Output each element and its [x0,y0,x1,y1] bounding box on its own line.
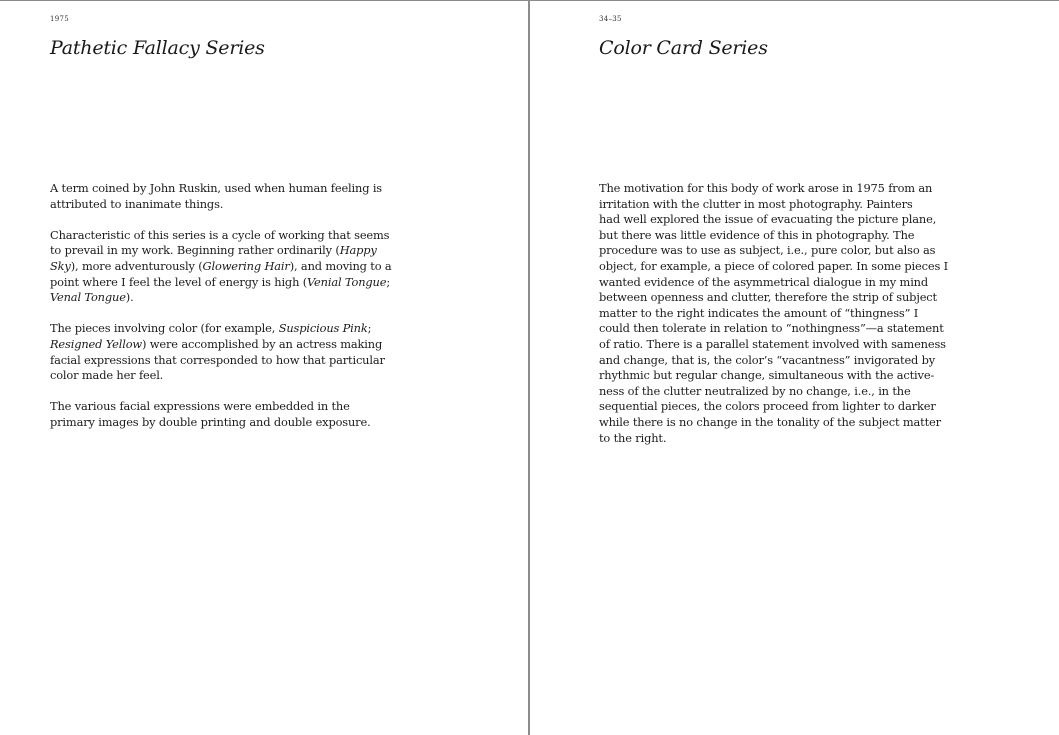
text-run: matter to the right indicates the amount of “thingness” I [599,305,919,320]
paragraph [50,399,372,430]
text-line [50,336,383,353]
text-run: facial expressions that corresponded to how that particular [50,352,385,367]
text-line [599,368,935,384]
text-line [599,197,921,213]
right-folio: 34–35 [599,15,622,23]
italic-title-run: Happy [339,243,377,258]
text-run: A term coined by John Ruskin, used when human feeling is [50,181,383,195]
text-run: but there was little evidence of this in photography. The [599,227,915,242]
italic-title-run: Resigned Yellow [50,336,143,351]
paragraph [599,181,948,446]
text-line [599,431,921,447]
text-run: point where I feel the level of energy is high ( [50,274,308,289]
text-line [599,258,948,275]
text-run: ; [386,274,391,289]
italic-title-run: Glowering Hair [202,258,290,273]
text-run: ; [367,321,372,336]
text-run: could then tolerate in relation to “nothingness”—a statement [599,321,944,336]
text-line [599,181,933,197]
text-line [50,399,372,415]
text-run: ), and moving to a [289,258,392,273]
text-line [50,415,372,431]
text-line [50,274,391,291]
italic-title-run: Venial Tongue [307,274,387,289]
text-line [599,399,936,415]
text-run: of ratio. There is a parallel statement involved with sameness [599,336,946,351]
text-line [50,290,372,306]
text-run: color made her feel. [50,368,164,383]
text-run: had well explored the issue of evacuating the picture plane, [599,212,937,227]
text-line [599,228,921,244]
text-line [50,181,383,197]
text-run: to the right. [599,430,667,445]
paragraph [50,227,392,306]
text-run: ) were accomplished by an actress making [142,336,383,351]
text-line [599,274,929,291]
text-line [50,321,372,337]
text-line [50,258,392,275]
text-run: irritation with the clutter in most photography. Painters [599,196,913,211]
text-line [599,414,941,431]
left-page-body [50,181,392,431]
text-run: sequential pieces, the colors proceed from lighter to darker [599,399,936,414]
text-run: while there is no change in the tonality of the subject matter [599,414,941,429]
text-line [50,243,377,259]
text-line [599,336,946,353]
text-line [599,243,936,259]
text-run: attributed to inanimate things. [50,196,224,211]
text-line [599,352,936,369]
text-line [50,197,372,213]
text-line [599,290,937,306]
text-run: ). [125,290,134,305]
text-run: ness of the clutter neutralized by no change, i.e., in the [599,383,911,398]
text-line [599,306,921,322]
text-line [50,352,385,369]
text-run: procedure was to use as subject, i.e., pure color, but also as [599,243,936,258]
text-run: rhythmic but regular change, simultaneous with the active- [599,368,935,383]
text-run: object, for example, a piece of colored paper. In some pieces I [599,258,948,273]
text-line [599,321,944,337]
text-line [599,384,921,400]
text-run: The various facial expressions were embedded in the [50,399,350,414]
italic-title-run: Sky [50,258,71,273]
text-run: The motivation for this body of work arose in 1975 from an [599,181,933,195]
text-run: ), more adventurously ( [70,258,203,273]
right-page-body [599,181,948,446]
text-run: to prevail in my work. Beginning rather ordinarily ( [50,243,340,258]
paragraph [50,321,385,383]
right-page-title: Color Card Series [599,37,768,59]
right-page [530,1,1059,735]
text-run: wanted evidence of the asymmetrical dialogue in my mind [599,274,929,289]
text-run: between openness and clutter, therefore the strip of subject [599,290,937,305]
italic-title-run: Venal Tongue [50,290,126,305]
text-run: The pieces involving color (for example, [50,321,279,336]
text-line [599,212,937,228]
left-folio: 1975 [50,15,70,23]
text-line [50,368,372,384]
text-run: primary images by double printing and double exposure. [50,414,371,429]
italic-title-run: Suspicious Pink [278,321,368,336]
text-run: and change, that is, the color’s “vacantness” invigorated by [599,352,936,367]
left-page-title: Pathetic Fallacy Series [50,37,265,59]
text-line [50,227,390,244]
paragraph [50,181,383,212]
left-page [0,1,528,735]
text-run: Characteristic of this series is a cycle of working that seems [50,227,390,242]
